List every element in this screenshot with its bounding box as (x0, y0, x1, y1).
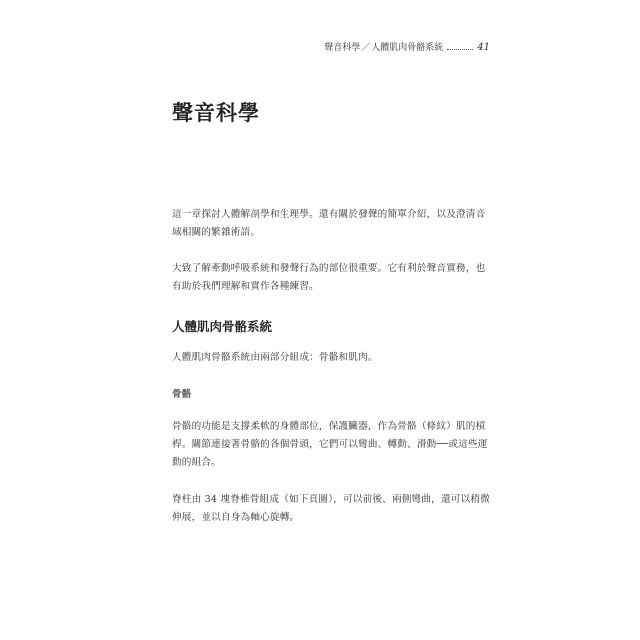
running-head-separator: ／ (361, 43, 371, 53)
intro-paragraph-1: 這一章探討人體解剖學和生理學。還有關於發聲的簡單介紹，以及澄清音域相關的繁雜術語。 (172, 209, 486, 238)
section-heading: 人體肌肉骨骼系統 (172, 319, 273, 334)
bones-paragraph-2: 脊柱由 34 塊脊椎骨組成（如下頁圖），可以前後、兩側彎曲，還可以稍微伸展，並以自身為軸心旋轉。 (172, 494, 490, 523)
running-head (324, 40, 490, 53)
running-head-section: 人體肌肉骨骼系統 (371, 43, 444, 53)
chapter-title: 聲音科學 (172, 100, 260, 125)
running-head-chapter: 聲音科學 (324, 43, 361, 53)
intro-paragraph-2: 大致了解牽動呼吸系統和發聲行為的部位很重要。它有利於聲音實務，也有助於我們理解和實作各種練習。 (172, 263, 486, 292)
section-intro-paragraph: 人體肌肉骨骼系統由兩部分組成：骨骼和肌肉。 (172, 352, 378, 363)
page-number: 41 (477, 42, 490, 53)
subheading-bones: 骨骼 (172, 389, 192, 400)
bones-paragraph-1: 骨骼的功能是支撐柔軟的身體部位，保護臟器，作為骨骼（條紋）肌的槓桿。關節連接著骨骼的各個骨頭，它們可以彎曲、轉動、滑動──或這些運動的組合。 (172, 421, 488, 468)
dotted-leader (447, 49, 473, 50)
